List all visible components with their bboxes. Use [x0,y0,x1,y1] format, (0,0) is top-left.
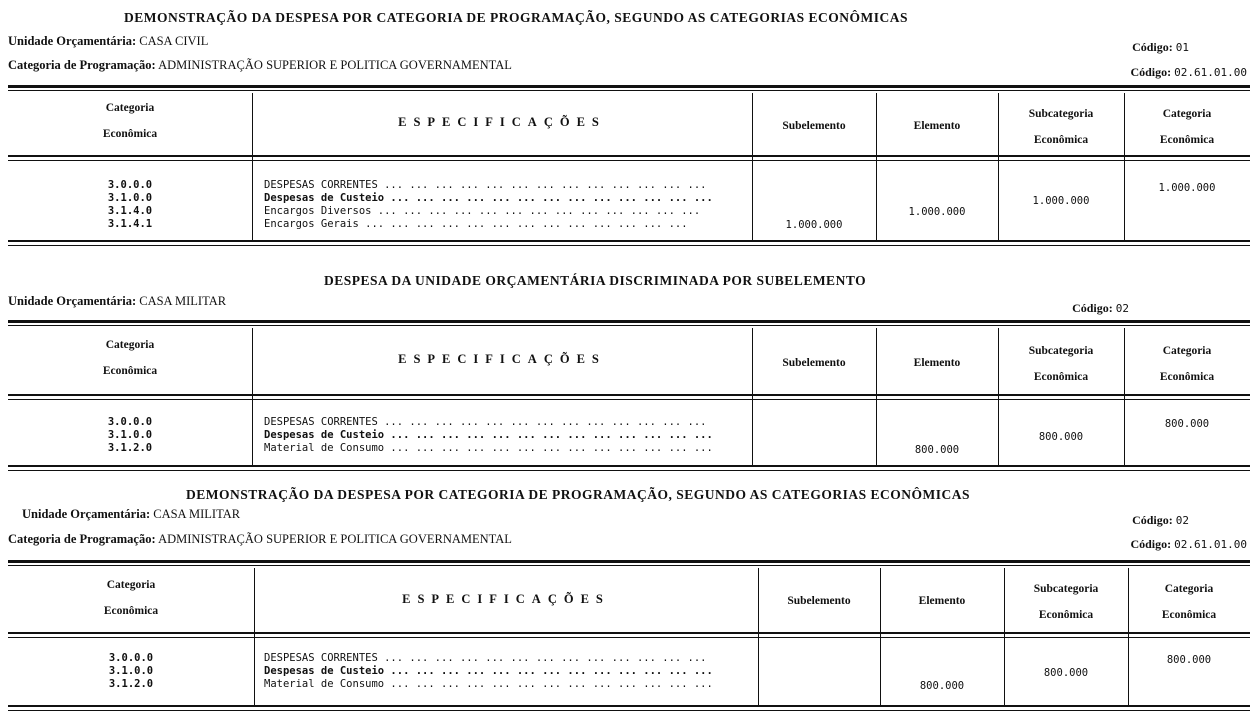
section1-title: DEMONSTRAÇÃO DA DESPESA POR CATEGORIA DE PROGRAMAÇÃO, SEGUNDO AS CATEGORIAS ECONÔMICAS [124,10,908,25]
section2-codigo [1072,301,1129,316]
section2-title: DESPESA DA UNIDADE ORÇAMENTÁRIA DISCRIMINADA POR SUBELEMENTO [324,273,867,288]
section1-elemento-value: 1.000.000 [908,206,966,218]
section3-categoria-value: ADMINISTRAÇÃO SUPERIOR E POLITICA GOVERNAMENTAL [158,532,512,546]
section2-subcategoria-value: 800.000 [1038,431,1084,443]
spec-line: Material de Consumo ... ... ... ... ... ... ... ... ... ... ... ... ... [264,678,713,690]
section1-subelemento-value: 1.000.000 [785,219,843,231]
section1-codes [8,179,252,231]
header-especificacoes: ESPECIFICAÇÕES [398,352,606,366]
section2-table [8,320,1250,470]
code-row: 3.1.2.0 [108,678,154,690]
header-subcategoria: Subcategoria Econômica [1028,345,1094,383]
spec-line: Encargos Diversos ... ... ... ... ... ... ... ... ... ... ... ... ... [264,205,701,217]
header-especificacoes: ESPECIFICAÇÕES [398,115,606,129]
spec-line: DESPESAS CORRENTES ... ... ... ... ... ... ... ... ... ... ... ... ... [264,652,707,664]
code-row: 3.1.0.0 [108,665,154,677]
section2-lines [264,416,744,455]
header-categoria-economica: Categoria Econômica [102,102,158,140]
section1-unidade-value: CASA CIVIL [139,34,209,48]
section3-codigo1 [1132,513,1189,528]
section2-unidade-label: Unidade Orçamentária: [8,294,137,308]
section3-categoria [8,532,512,547]
section1-categoria-value: ADMINISTRAÇÃO SUPERIOR E POLITICA GOVERNAMENTAL [158,58,512,72]
section2-elemento-value: 800.000 [914,444,960,456]
spec-line: Despesas de Custeio ... ... ... ... ... ... ... ... ... ... ... ... ... [264,429,713,441]
code-row: 3.1.4.0 [107,205,153,217]
section1-categoria-label: Categoria de Programação: [8,58,156,72]
spec-line: DESPESAS CORRENTES ... ... ... ... ... ... ... ... ... ... ... ... ... [264,416,707,428]
section2-codigo-label: Código: [1072,301,1113,315]
section2-unidade-value: CASA MILITAR [139,294,227,308]
section3-table [8,560,1250,710]
header-categoria: Categoria Econômica [1159,108,1215,146]
section2-unidade [8,294,226,309]
section1-unidade [8,34,208,49]
spec-line: Material de Consumo ... ... ... ... ... ... ... ... ... ... ... ... ... [264,442,713,454]
section3-categoria-value: 800.000 [1166,654,1212,666]
section2-categoria-value: 800.000 [1164,418,1210,430]
code-row: 3.1.0.0 [107,192,153,204]
header-subcategoria: Subcategoria Econômica [1033,583,1099,621]
section1-categoria [8,58,512,73]
spec-line: Despesas de Custeio ... ... ... ... ... ... ... ... ... ... ... ... ... [264,665,713,677]
spec-line: Encargos Gerais ... ... ... ... ... ... ... ... ... ... ... ... ... [264,218,688,230]
section1-codigo1-value: 01 [1175,41,1189,54]
code-row: 3.0.0.0 [108,652,154,664]
section3-elemento-value: 800.000 [919,680,965,692]
code-row: 3.0.0.0 [107,416,153,428]
section1-codigo2 [1130,65,1247,80]
code-row: 3.1.0.0 [107,429,153,441]
section3-codigo2-label: Código: [1130,537,1172,551]
header-elemento: Elemento [913,357,961,369]
section3-lines [264,652,744,691]
header-elemento: Elemento [913,120,961,132]
section1-subcategoria-value: 1.000.000 [1032,195,1090,207]
section3-subcategoria-value: 800.000 [1043,667,1089,679]
section3-codigo1-value: 02 [1175,514,1189,527]
section2-codigo-value: 02 [1115,302,1129,315]
header-especificacoes: ESPECIFICAÇÕES [402,592,610,606]
section1-codigo2-value: 02.61.01.00 [1174,66,1247,79]
header-subelemento: Subelemento [787,595,851,607]
spec-line: DESPESAS CORRENTES ... ... ... ... ... ... ... ... ... ... ... ... ... [264,179,707,191]
code-row: 3.1.2.0 [107,442,153,454]
section3-codigo2-value: 02.61.01.00 [1174,538,1247,551]
spec-line: Despesas de Custeio ... ... ... ... ... ... ... ... ... ... ... ... ... [264,192,713,204]
section1-unidade-label: Unidade Orçamentária: [8,34,137,48]
code-row: 3.1.4.1 [107,218,153,230]
header-categoria-economica: Categoria Econômica [102,339,158,377]
section1-codigo1-label: Código: [1132,40,1173,54]
header-subcategoria: Subcategoria Econômica [1028,108,1094,146]
section1-codigo1 [1132,40,1189,55]
section1-lines [264,179,744,231]
header-elemento: Elemento [918,595,966,607]
section3-categoria-label: Categoria de Programação: [8,532,156,546]
code-row: 3.0.0.0 [107,179,153,191]
header-categoria-economica: Categoria Econômica [103,579,159,617]
section1-codigo2-label: Código: [1130,65,1172,79]
section3-unidade-label: Unidade Orçamentária: [22,507,151,521]
section2-codes [8,416,252,455]
section3-codes [8,652,254,691]
section3-title: DEMONSTRAÇÃO DA DESPESA POR CATEGORIA DE PROGRAMAÇÃO, SEGUNDO AS CATEGORIAS ECONÔMICAS [186,487,970,502]
header-categoria: Categoria Econômica [1159,345,1215,383]
header-categoria: Categoria Econômica [1161,583,1217,621]
section1-table [8,85,1250,245]
header-subelemento: Subelemento [782,357,846,369]
section3-codigo1-label: Código: [1132,513,1173,527]
header-subelemento: Subelemento [782,120,846,132]
section3-unidade-value: CASA MILITAR [153,507,241,521]
section1-categoria-value: 1.000.000 [1158,182,1216,194]
section3-unidade [22,507,240,522]
section3-codigo2 [1130,537,1247,552]
